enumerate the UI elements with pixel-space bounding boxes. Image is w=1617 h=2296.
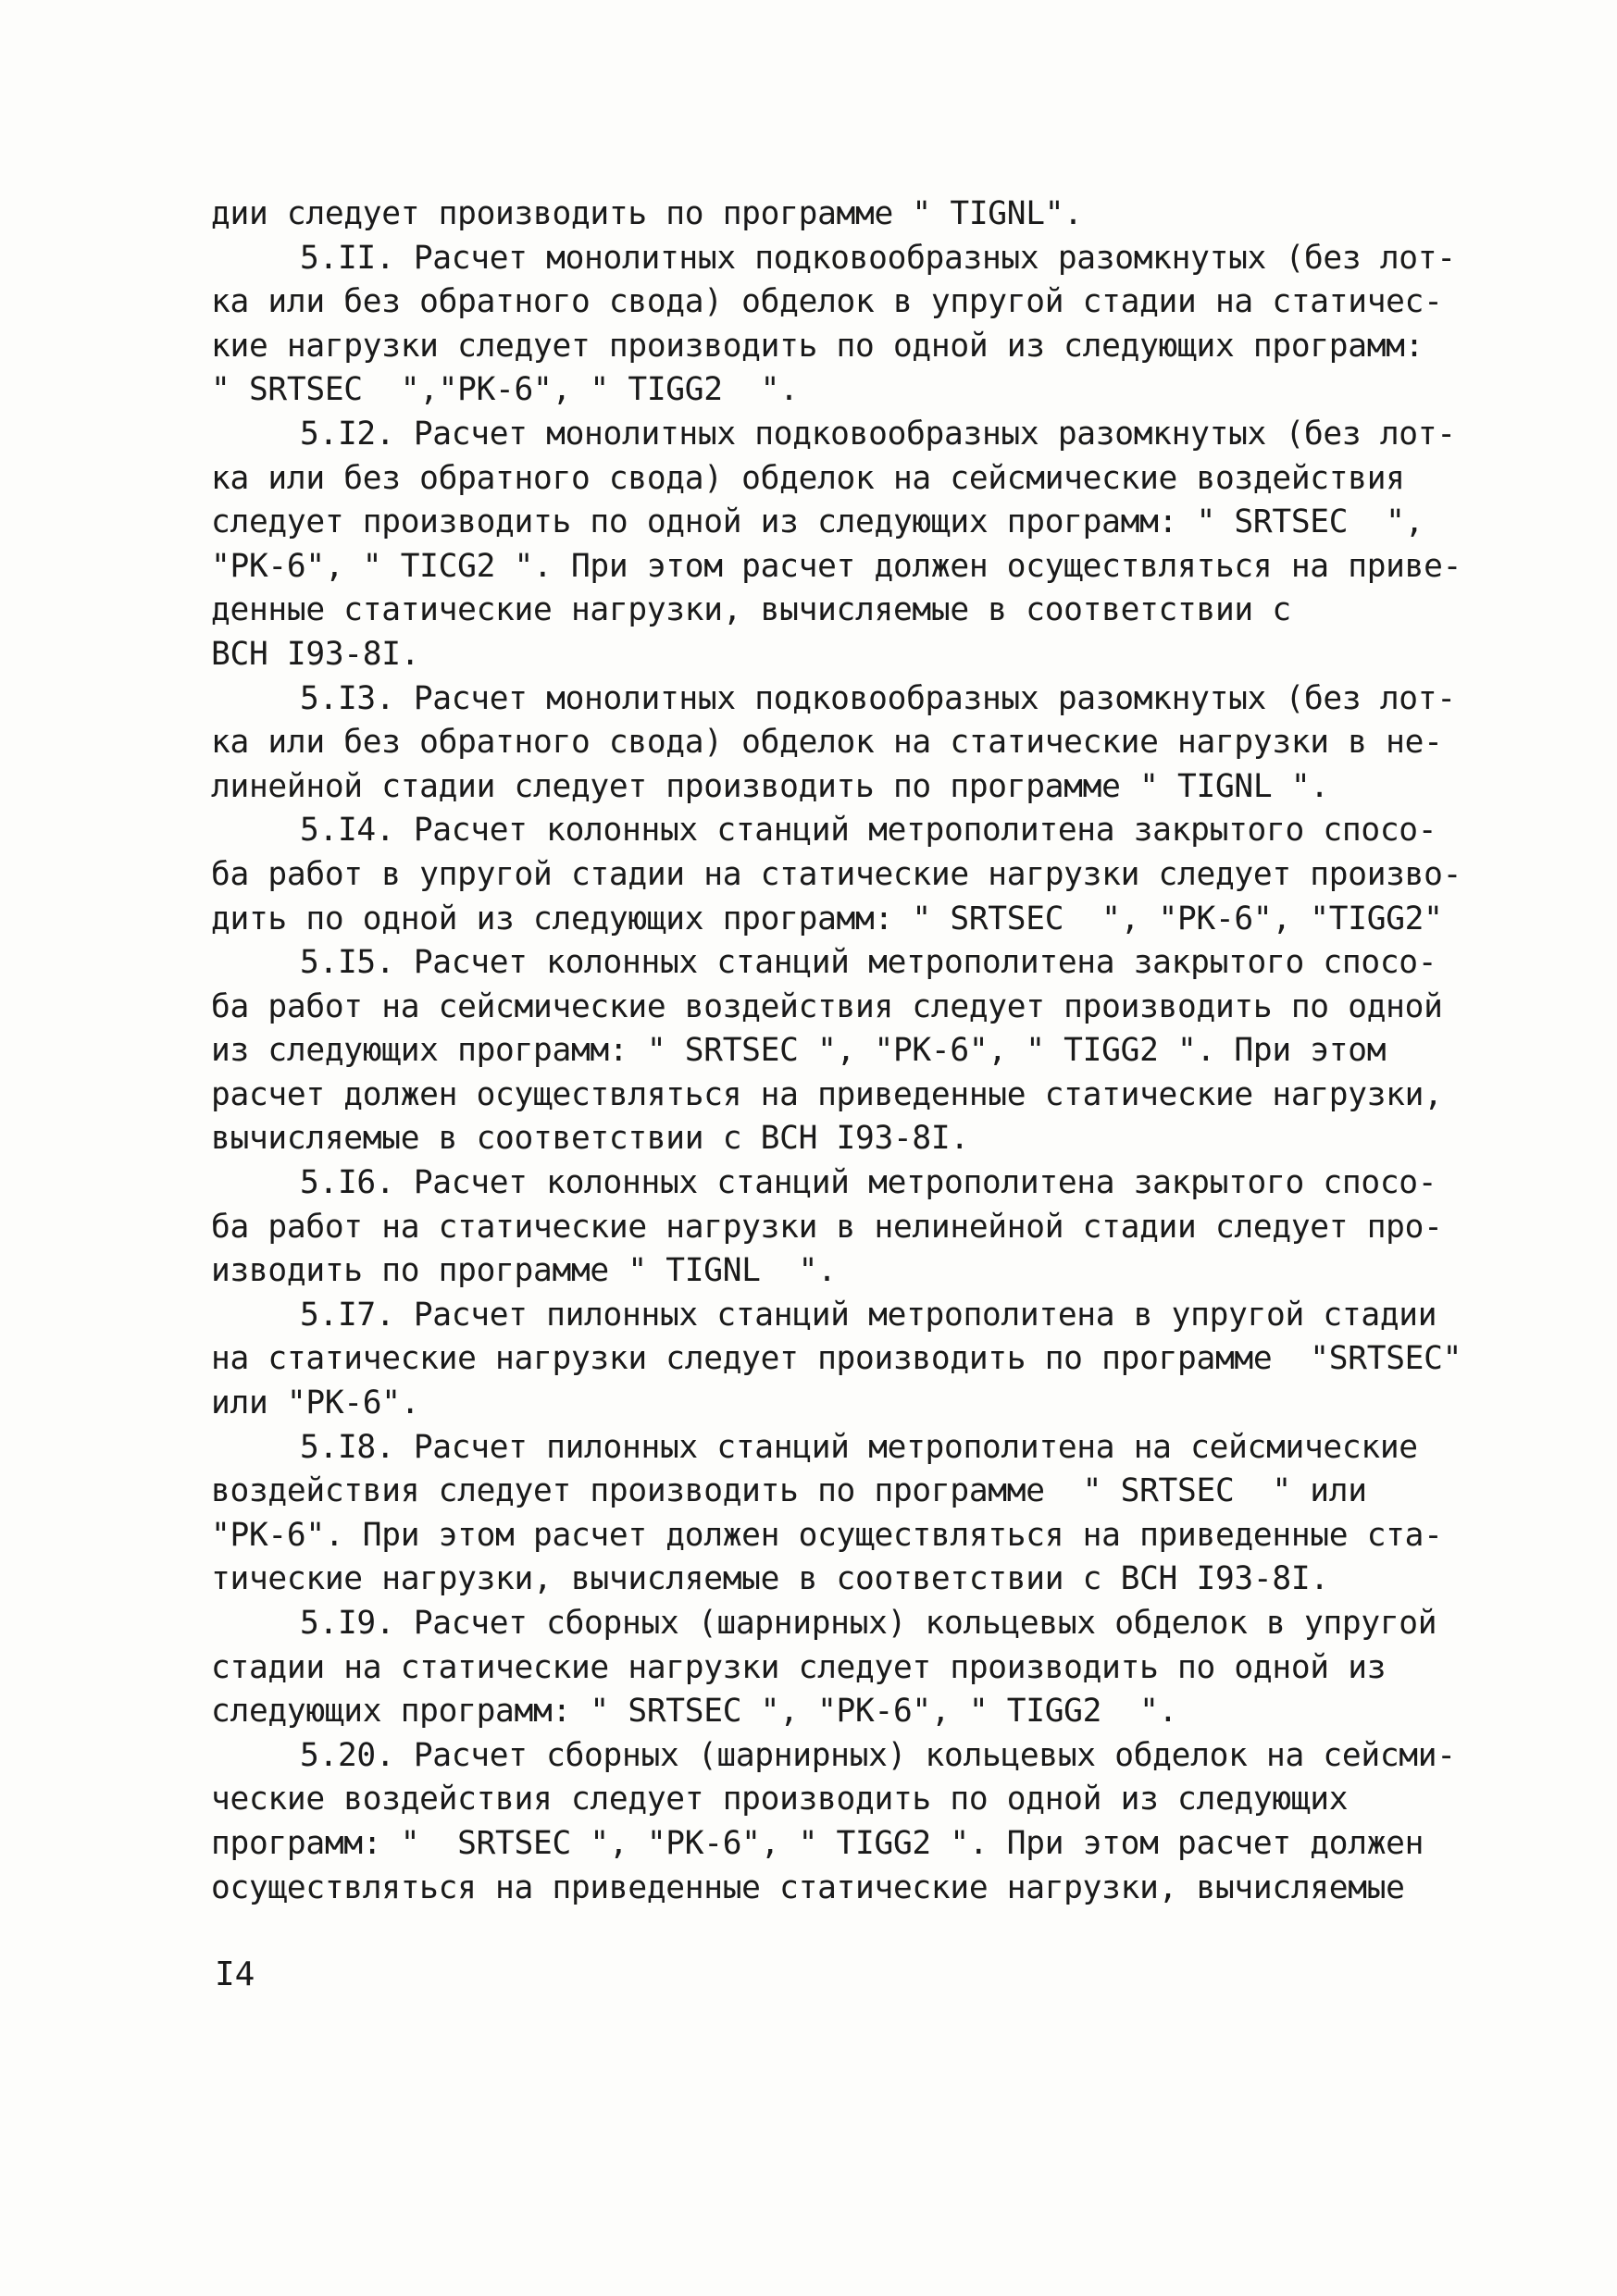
text-line: дить по одной из следующих программ: " SRTSEC ", "РК-6", "TIGG2" — [211, 900, 1443, 937]
text-line: кие нагрузки следует производить по одной из следующих программ: — [211, 327, 1424, 365]
text-line: ка или без обратного свода) обделок на сейсмические воздействия — [211, 459, 1405, 497]
text-line: следующих программ: " SRTSEC ", "РК-6", " TIGG2 ". — [211, 1693, 1178, 1731]
text-line: изводить по программе " TIGNL ". — [211, 1252, 837, 1290]
text-line: на статические нагрузки следует производить по программе "SRTSEC" — [211, 1340, 1462, 1378]
paragraph-5-19-start: 5.I9. Расчет сборных (шарнирных) кольцевых обделок в упругой — [300, 1605, 1437, 1642]
text-line: или "РК-6". — [211, 1384, 420, 1422]
text-line: "РК-6", " TICG2 ". При этом расчет должен осуществляться на приве- — [211, 547, 1462, 585]
paragraph-5-17-start: 5.I7. Расчет пилонных станций метрополитена в упругой стадии — [300, 1296, 1437, 1334]
text-line: осуществляться на приведенные статические нагрузки, вычисляемые — [211, 1868, 1405, 1906]
text-line: линейной стадии следует производить по программе " TIGNL ". — [211, 767, 1329, 805]
text-line: "РК-6". При этом расчет должен осуществляться на приведенные ста- — [211, 1516, 1443, 1554]
text-line: ба работ на статические нагрузки в нелинейной стадии следует про- — [211, 1208, 1443, 1246]
text-line: расчет должен осуществляться на приведенные статические нагрузки, — [211, 1075, 1443, 1113]
paragraph-5-20-start: 5.20. Расчет сборных (шарнирных) кольцевых обделок на сейсми- — [300, 1736, 1456, 1774]
text-line: воздействия следует производить по программе " SRTSEC " или — [211, 1472, 1367, 1510]
paragraph-5-14-start: 5.I4. Расчет колонных станций метрополитена закрытого спосо- — [300, 812, 1437, 850]
text-line: ВСН I93-8I. — [211, 635, 420, 673]
text-line: стадии на статические нагрузки следует производить по одной из — [211, 1648, 1387, 1686]
text-line: тические нагрузки, вычисляемые в соответствии с ВСН I93-8I. — [211, 1560, 1329, 1598]
paragraph-5-16-start: 5.I6. Расчет колонных станций метрополитена закрытого спосо- — [300, 1164, 1437, 1202]
text-line: вычисляемые в соответствии с ВСН I93-8I. — [211, 1120, 969, 1158]
paragraph-5-11-start: 5.II. Расчет монолитных подковообразных разомкнутых (без лот- — [300, 239, 1456, 277]
text-line: ба работ на сейсмические воздействия следует производить по одной — [211, 987, 1443, 1025]
paragraph-5-15-start: 5.I5. Расчет колонных станций метрополитена закрытого спосо- — [300, 944, 1437, 982]
text-line: ка или без обратного свода) обделок в упругой стадии на статичес- — [211, 283, 1443, 321]
text-line: программ: " SRTSEC ", "РК-6", " TIGG2 ". При этом расчет должен — [211, 1824, 1424, 1862]
text-line: денные статические нагрузки, вычисляемые в соответствии с — [211, 591, 1291, 629]
paragraph-5-12-start: 5.I2. Расчет монолитных подковообразных разомкнутых (без лот- — [300, 415, 1456, 453]
text-line: ба работ в упругой стадии на статические нагрузки следует произво- — [211, 855, 1462, 893]
text-line: " SRTSEC ","РК-6", " TIGG2 ". — [211, 371, 799, 409]
text-line: следует производить по одной из следующих программ: " SRTSEC ", — [211, 503, 1424, 541]
text-line: из следующих программ: " SRTSEC ", "РК-6", " TIGG2 ". При этом — [211, 1032, 1387, 1070]
text-line: дии следует производить по программе " TIGNL". — [211, 195, 1083, 232]
page-number: I4 — [215, 1955, 255, 1993]
paragraph-5-18-start: 5.I8. Расчет пилонных станций метрополитена на сейсмические — [300, 1428, 1418, 1466]
text-line: ка или без обратного свода) обделок на статические нагрузки в не- — [211, 724, 1443, 762]
text-line: ческие воздействия следует производить по одной из следующих — [211, 1781, 1349, 1818]
paragraph-5-13-start: 5.I3. Расчет монолитных подковообразных разомкнутых (без лот- — [300, 679, 1456, 717]
body-text — [211, 192, 1462, 1910]
